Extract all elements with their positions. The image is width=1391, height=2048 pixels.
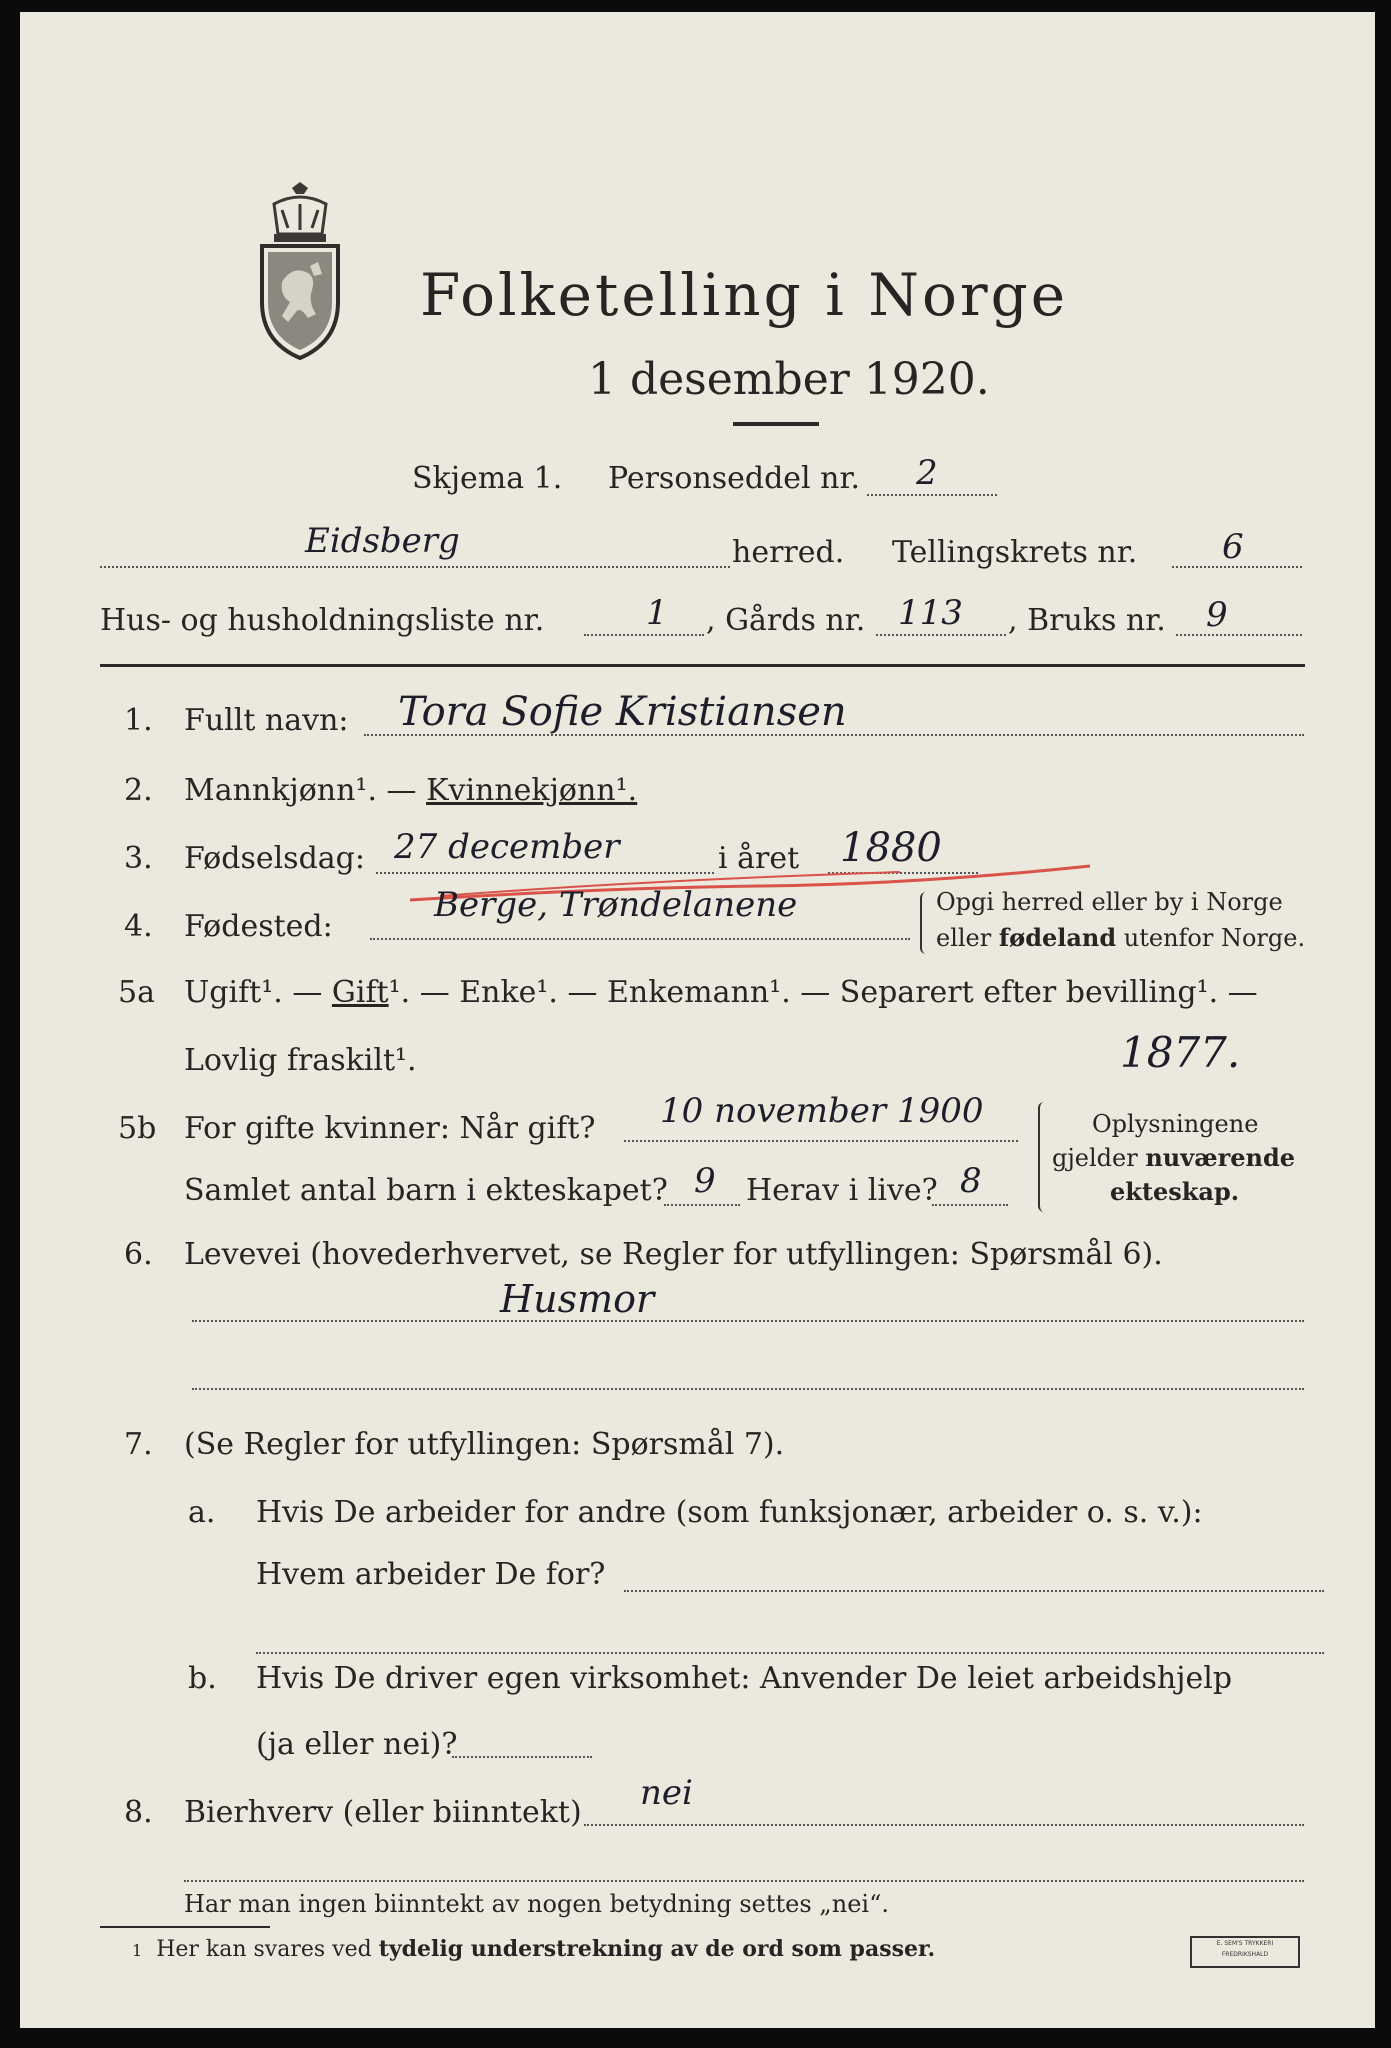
q2-female: Kvinnekjønn¹. <box>426 773 638 808</box>
q8-number: 8. <box>124 1795 153 1830</box>
q7a-letter: a. <box>188 1495 216 1530</box>
q4-brace <box>920 892 932 954</box>
footnote-text-b: tydelig understrekning av de ord som passer. <box>378 1936 936 1962</box>
q6-number: 6. <box>124 1237 153 1272</box>
section-divider <box>100 664 1305 667</box>
q8-line-2 <box>184 1880 1304 1882</box>
q5a-number: 5a <box>118 975 155 1010</box>
q5b-number: 5b <box>118 1111 157 1146</box>
q5b-value-3: 8 <box>960 1161 982 1201</box>
q6-label: Levevei (hovederhvervet, se Regler for utfyllingen: Spørsmål 6). <box>184 1237 1163 1272</box>
title-divider <box>733 422 819 426</box>
q4-note-2 <box>936 923 1306 952</box>
footnote-rule <box>100 1926 270 1928</box>
q8-line-1 <box>584 1824 1304 1826</box>
q4-number: 4. <box>124 909 153 944</box>
q3-year-value: 1880 <box>840 825 942 871</box>
q7a-line-1 <box>624 1590 1324 1592</box>
personseddel-value: 2 <box>916 453 938 493</box>
q2-number: 2. <box>124 773 153 808</box>
tellingskrets-value: 6 <box>1222 527 1244 567</box>
q5a-rest: ¹. — Enke¹. — Enkemann¹. — Separert efter bevilling¹. — <box>388 975 1258 1010</box>
q4-line <box>370 938 910 940</box>
q4-label: Fødested: <box>184 909 333 944</box>
q4-note-2b: fødeland <box>998 923 1117 952</box>
q4-note-1: Opgi herred eller by i Norge <box>936 888 1283 916</box>
q4-note-2c: utenfor Norge. <box>1116 924 1306 952</box>
q7b-line <box>452 1756 592 1758</box>
bruks-value: 9 <box>1206 595 1228 635</box>
q7b-letter: b. <box>188 1661 217 1696</box>
q7b-text: Hvis De driver egen virksomhet: Anvender De leiet arbeidshjelp <box>256 1661 1233 1696</box>
tellingskrets-label: Tellingskrets nr. <box>892 535 1138 570</box>
hus-value: 1 <box>646 593 668 633</box>
q7a-line-2 <box>256 1652 1324 1654</box>
q1-value: Tora Sofie Kristiansen <box>398 689 847 735</box>
q5b-brace <box>1038 1102 1050 1212</box>
footnote-num: 1 <box>132 1941 143 1960</box>
q5b-line-3 <box>932 1204 1008 1206</box>
q5a-line2: Lovlig fraskilt¹. <box>184 1043 417 1078</box>
q8-label: Bierhverv (eller biinntekt) <box>184 1795 582 1830</box>
printer-stamp <box>1190 1936 1300 1968</box>
q5b-note-3: ekteskap. <box>1110 1177 1240 1206</box>
printer-name: E. SEM'S TRYKKERI <box>1216 1940 1274 1947</box>
q1-label: Fullt navn: <box>184 703 349 738</box>
bruks-line <box>1176 634 1302 636</box>
q5a-line1 <box>184 975 1258 1010</box>
q2-male: Mannkjønn¹. — <box>184 773 427 808</box>
footer-note: Har man ingen biinntekt av nogen betydning settes „nei“. <box>184 1890 889 1918</box>
skjema-label: Skjema 1. <box>412 461 563 496</box>
q4-note-2a: eller <box>936 924 999 952</box>
herred-value: Eidsberg <box>305 521 460 561</box>
herred-line <box>100 566 730 568</box>
q7b-question: (ja eller nei)? <box>256 1727 458 1762</box>
q3-number: 3. <box>124 841 153 876</box>
gards-label: , Gårds nr. <box>706 603 866 638</box>
q7a-question: Hvem arbeider De for? <box>256 1557 606 1592</box>
q2-label <box>184 773 638 808</box>
q3-year-label: i året <box>718 841 800 876</box>
q6-value: Husmor <box>500 1277 655 1321</box>
q5b-note-2a: gjelder <box>1052 1144 1146 1172</box>
q8-value: nei <box>640 1773 693 1813</box>
form-title: Folketelling i Norge <box>420 261 1069 329</box>
printer-city: FREDRIKSHALD <box>1221 1951 1269 1958</box>
gards-value: 113 <box>898 593 963 633</box>
q5a-ugift: Ugift¹. — <box>184 975 332 1010</box>
q5b-label-2: Samlet antal barn i ekteskapet? <box>184 1173 668 1208</box>
q5a-gift: Gift <box>331 975 389 1010</box>
q4-value: Berge, Trøndelanene <box>434 885 798 925</box>
census-date: 1 desember 1920. <box>588 354 990 405</box>
q7-number: 7. <box>124 1427 153 1462</box>
q5b-note-2b: nuværende <box>1145 1143 1296 1172</box>
q5a-value: 1877. <box>1120 1028 1241 1077</box>
q6-line-1 <box>192 1320 1304 1322</box>
q3-label: Fødselsdag: <box>184 841 365 876</box>
q5b-label-3: Herav i live? <box>746 1173 938 1208</box>
q3-value: 27 december <box>394 827 620 867</box>
q1-number: 1. <box>124 703 153 738</box>
q7a-text: Hvis De arbeider for andre (som funksjonær, arbeider o. s. v.): <box>256 1495 1203 1530</box>
personseddel-line <box>867 494 997 496</box>
q5b-line-2 <box>664 1204 740 1206</box>
coat-of-arms-icon <box>252 182 348 362</box>
hus-line <box>584 634 704 636</box>
census-form <box>20 12 1375 2028</box>
q6-line-2 <box>192 1388 1304 1390</box>
personseddel-label: Personseddel nr. <box>608 461 861 496</box>
bruks-label: , Bruks nr. <box>1008 603 1166 638</box>
q5b-label-1: For gifte kvinner: Når gift? <box>184 1111 596 1146</box>
herred-label: herred. <box>732 535 845 570</box>
q5b-note-2 <box>1052 1143 1296 1172</box>
q5b-note-1: Oplysningene <box>1092 1110 1259 1138</box>
footnote-text-a: Her kan svares ved <box>156 1937 379 1962</box>
q7-label: (Se Regler for utfyllingen: Spørsmål 7). <box>184 1427 785 1462</box>
q5b-line-1 <box>624 1140 1018 1142</box>
q5b-value-2: 9 <box>694 1161 716 1201</box>
hus-label: Hus- og husholdningsliste nr. <box>100 603 545 638</box>
gards-line <box>876 634 1006 636</box>
q5b-value-1: 10 november 1900 <box>660 1091 984 1131</box>
footnote <box>132 1938 935 1961</box>
